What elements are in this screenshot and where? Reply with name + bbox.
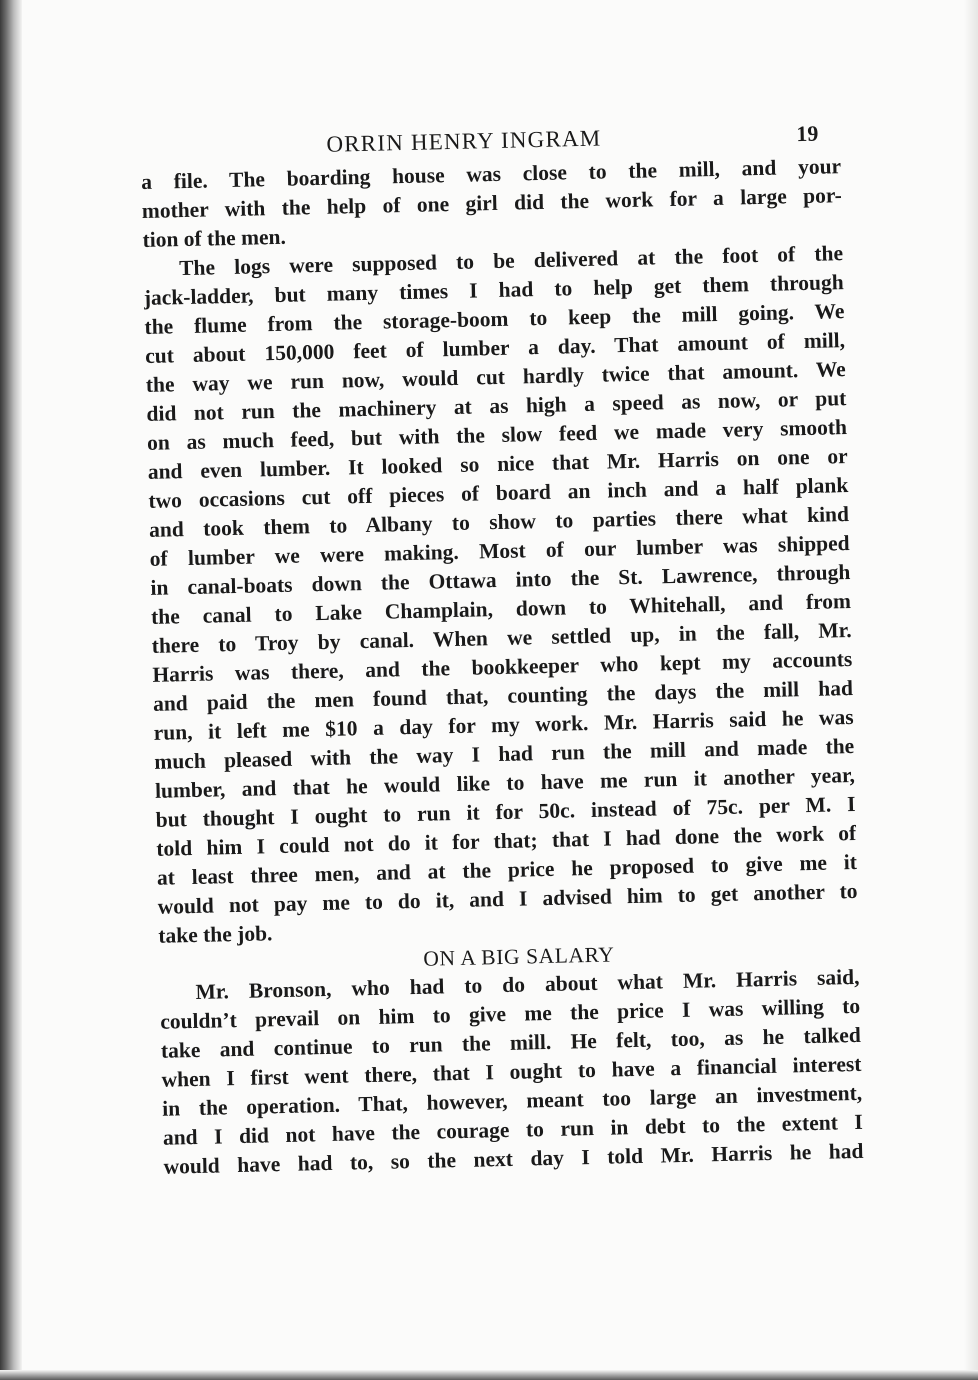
running-title: ORRIN HENRY INGRAM xyxy=(326,125,602,157)
text-line: tion of the men. xyxy=(142,224,287,252)
text-line: and I did not have the courage to run in debt to the extent I xyxy=(162,1109,864,1150)
text-line: there to Troy by canal. When we settled up, in the fall, Mr. xyxy=(151,617,852,658)
text-line: would not pay me to do it, and I advised him to get another to xyxy=(157,878,858,919)
text-line: and took them to Albany to show to parties there what kind xyxy=(148,502,850,542)
text-line: jack-ladder, but many times I had to help get them through xyxy=(143,270,844,310)
text-line: lumber, and that he would like to have me run it another year, xyxy=(154,762,856,803)
text-line: at least three men, and at the price he proposed to give me it xyxy=(156,849,858,890)
text-line: in canal-boats down the Ottawa into the St. Lawrence, through xyxy=(150,560,851,600)
text-line: cut about 150,000 feet of lumber a day. That amount of mill, xyxy=(144,328,846,368)
page-edge-shade xyxy=(964,0,978,1380)
text-line: Harris was there, and the bookkeeper who kept my accounts xyxy=(152,646,853,687)
text-line: did not run the machinery at as high a speed as now, or put xyxy=(146,386,847,426)
text-line: the way we run now, would cut hardly twice that amount. We xyxy=(145,357,846,397)
text-line: take and continue to run the mill. He felt, too, as he talked xyxy=(160,1022,862,1063)
text-line: in the operation. That, however, meant too large an investment, xyxy=(161,1080,863,1121)
text-line: run, it left me $10 a day for my work. Mr. Harris said he was xyxy=(153,704,854,745)
text-line: when I first went there, that I ought to have a financial interest xyxy=(161,1051,862,1092)
text-line: but thought I ought to run it for 50c. instead of 75c. per M. I xyxy=(155,791,856,832)
text-line: couldn’t prevail on him to give me the price I was willing to xyxy=(160,993,861,1034)
paragraph-1 xyxy=(141,152,843,255)
text-line: two occasions cut off pieces of board an inch and a half plank xyxy=(148,473,849,513)
text-line: the canal to Lake Champlain, down to Whitehall, and from xyxy=(150,588,852,629)
binding-shadow xyxy=(0,0,22,1380)
text-line: the flume from the storage-boom to keep the mill going. We xyxy=(144,299,845,339)
bottom-edge-shadow xyxy=(0,1370,978,1380)
page-number: 19 xyxy=(796,120,819,147)
text-line: a file. The boarding house was close to the mill, and your xyxy=(140,154,842,194)
text-line: much pleased with the way I had run the mill and made the xyxy=(154,733,855,774)
body-text xyxy=(141,152,864,1182)
section-heading: ON A BIG SALARY xyxy=(423,942,615,971)
paragraph-2 xyxy=(143,239,859,951)
paragraph-3 xyxy=(159,963,863,1182)
text-line: take the job. xyxy=(158,921,273,948)
text-line: on as much feed, but with the slow feed we made very smooth xyxy=(146,415,848,455)
text-line: would have had to, so the next day I told Mr. Harris he had xyxy=(163,1138,864,1179)
text-line: and paid the men found that, counting the days the mill had xyxy=(152,675,854,716)
text-line: The logs were supposed to be delivered at the foot of the xyxy=(178,241,844,281)
text-line: of lumber we were making. Most of our lumber was shipped xyxy=(149,531,850,571)
text-line: told him I could not do it for that; that I had done the work of xyxy=(156,820,857,861)
text-line: Mr. Bronson, who had to do about what Mr. Harris said, xyxy=(195,964,860,1004)
text-line: and even lumber. It looked so nice that Mr. Harris on one or xyxy=(147,444,848,484)
book-page xyxy=(140,112,864,1182)
text-line: mother with the help of one girl did the work for a large por- xyxy=(141,183,842,223)
